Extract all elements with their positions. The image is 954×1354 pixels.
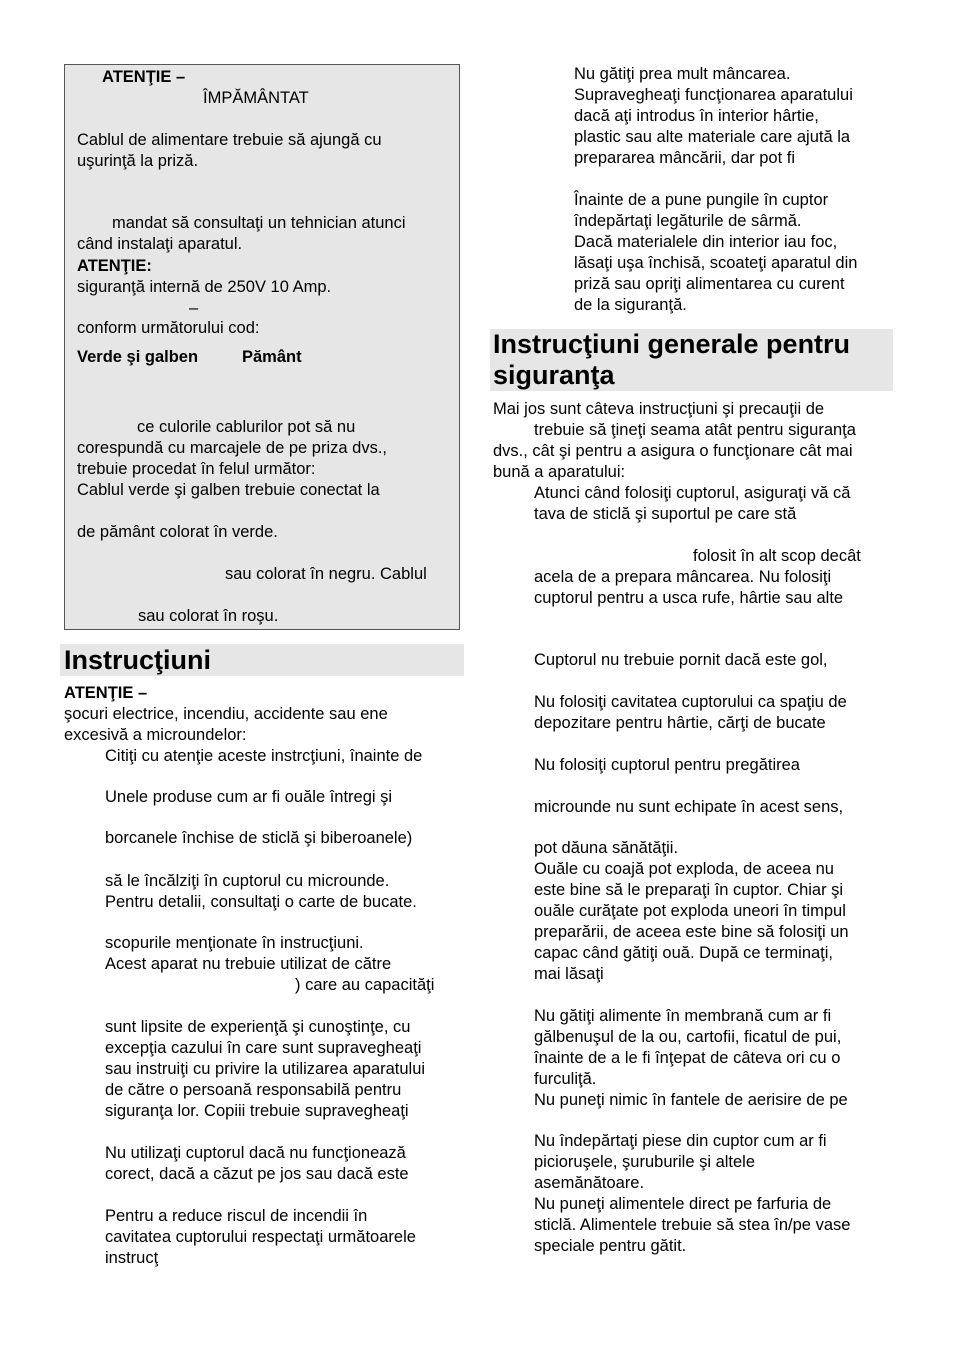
text-line: Nu folosiţi cavitatea cuptorului ca spaţiu de	[534, 693, 847, 711]
text-line: bună a aparatului:	[493, 463, 626, 481]
text-line: Supravegheaţi funcţionarea aparatului	[574, 86, 853, 104]
text-line: capac când gătiţi ouă. După ce terminaţi,	[534, 944, 834, 962]
text-line: uşurinţă la priză.	[77, 152, 199, 170]
text-line: Nu gătiţi prea mult mâncarea.	[574, 65, 791, 83]
text-line: sau instruiţi cu privire la utilizarea aparatului	[105, 1060, 426, 1078]
text-line: trebuie să ţineţi seama atât pentru siguranţa	[534, 421, 856, 439]
text-line: Nu puneţi alimentele direct pe farfuria de	[534, 1195, 832, 1213]
text-line: să le încălziţi în cuptorul cu microunde.	[105, 872, 390, 890]
text-line: ouăle curăţate pot exploda uneori în timpul	[534, 902, 846, 920]
text-line: sunt lipsite de experienţă şi cunoştinţe, cu	[105, 1018, 411, 1036]
text-line: Atunci când folosiţi cuptorul, asiguraţi vă că	[534, 484, 851, 502]
text-line: Pentru detalii, consultaţi o carte de bucate.	[105, 893, 417, 911]
text-line: mandat să consultaţi un tehnician atunci	[112, 214, 406, 232]
text-line: cuptorul pentru a usca rufe, hârtie sau alte	[534, 589, 844, 607]
text-line: sau colorat în roşu.	[138, 607, 279, 625]
text-line: instrucţ	[105, 1249, 159, 1267]
text-line: priză sau opriţi alimentarea cu curent	[574, 275, 845, 293]
text-line: Dacă materialele din interior iau foc,	[574, 233, 838, 251]
text-line: Ouăle cu coajă pot exploda, de aceea nu	[534, 860, 834, 878]
text-line: microunde nu sunt echipate în acest sens,	[534, 798, 844, 816]
text-line: mai lăsaţi	[534, 965, 604, 983]
text-line: gălbenuşul de la ou, cartofii, ficatul de pui,	[534, 1028, 842, 1046]
text-line: excesivă a microundelor:	[64, 726, 247, 744]
text-line: Cablul verde şi galben trebuie conectat la	[77, 481, 380, 499]
text-line: Nu utilizaţi cuptorul dacă nu funcţionează	[105, 1144, 406, 1162]
safety-heading-line-1: Instrucţiuni generale pentru	[493, 329, 851, 359]
text-line: de către o persoană responsabilă pentru	[105, 1081, 402, 1099]
text-line: asemănătoare.	[534, 1174, 645, 1192]
text-line: cavitatea cuptorului respectaţi următoarele	[105, 1228, 416, 1246]
text-line: ATENŢIE –	[102, 68, 186, 86]
text-line: este bine să le preparaţi în cuptor. Chiar şi	[534, 881, 844, 899]
text-line: când instalaţi aparatul.	[77, 235, 243, 253]
safety-heading-line-2: siguranţa	[493, 360, 615, 390]
text-line: dacă aţi introdus în interior hârtie,	[574, 107, 819, 125]
text-line: de la siguranţă.	[574, 296, 687, 314]
text-line: sau colorat în negru. Cablul	[225, 565, 427, 583]
text-line: Unele produse cum ar fi ouăle întregi şi	[105, 788, 393, 806]
text-line: siguranţa lor. Copiii trebuie supravegheaţi	[105, 1102, 409, 1120]
text-line: înainte de a le fi înţepat de câteva ori cu o	[534, 1049, 841, 1067]
text-line: tava de sticlă şi suportul pe care stă	[534, 505, 797, 523]
text-line: Nu puneţi nimic în fantele de aerisire de pe	[534, 1091, 848, 1109]
text-line: lăsaţi uşa închisă, scoateţi aparatul din	[574, 254, 858, 272]
text-line: îndepărtaţi legăturile de sârmă.	[574, 212, 802, 230]
text-line: –	[189, 299, 199, 317]
text-line: ) care au capacităţi	[295, 976, 435, 994]
text-line: Nu gătiţi alimente în membrană cum ar fi	[534, 1007, 832, 1025]
text-line: Înainte de a pune pungile în cuptor	[574, 191, 829, 209]
text-line: Verde şi galben	[77, 348, 199, 366]
text-line: de pământ colorat în verde.	[77, 523, 278, 541]
text-line: Pentru a reduce riscul de incendii în	[105, 1207, 368, 1225]
instructions-heading: Instrucţiuni	[64, 645, 211, 675]
text-line: Mai jos sunt câteva instrucţiuni şi precauţii de	[493, 400, 825, 418]
text-line: sticlă. Alimentele trebuie să stea în/pe vase	[534, 1216, 851, 1234]
text-line: speciale pentru gătit.	[534, 1237, 687, 1255]
text-line: Citiţi cu atenţie aceste instrcţiuni, înainte de	[105, 747, 423, 765]
text-line: ce culorile cablurilor pot să nu	[137, 418, 356, 436]
text-line: dvs., cât şi pentru a asigura o funcţionare cât mai	[493, 442, 853, 460]
text-line: ÎMPĂMÂNTAT	[203, 89, 309, 107]
text-line: Cuptorul nu trebuie pornit dacă este gol,	[534, 651, 828, 669]
text-line: corect, dacă a căzut pe jos sau dacă este	[105, 1165, 409, 1183]
text-line: prepararea mâncării, dar pot fi	[574, 149, 796, 167]
text-line: preparării, de aceea este bine să folosiţi un	[534, 923, 849, 941]
text-line: borcanele închise de sticlă şi biberoanele)	[105, 829, 413, 847]
text-line: şocuri electrice, incendiu, accidente sau ene	[64, 705, 388, 723]
text-line: corespundă cu marcajele de pe priza dvs.,	[77, 439, 388, 457]
text-line: ATENŢIE –	[64, 684, 148, 702]
text-line: depozitare pentru hârtie, cărţi de bucate	[534, 714, 826, 732]
text-line: Nu folosiţi cuptorul pentru pregătirea	[534, 756, 800, 774]
text-line: ATENŢIE:	[77, 257, 152, 275]
text-line: plastic sau alte materiale care ajută la	[574, 128, 851, 146]
text-line: scopurile menţionate în instrucţiuni.	[105, 934, 364, 952]
text-line: picioruşele, şuruburile şi altele	[534, 1153, 756, 1171]
text-line: siguranţă internă de 250V 10 Amp.	[77, 278, 332, 296]
text-line: pot dăuna sănătăţii.	[534, 839, 679, 857]
text-line: folosit în alt scop decât	[693, 547, 861, 565]
text-line: furculiţă.	[534, 1070, 597, 1088]
text-line: conform următorului cod:	[77, 319, 260, 337]
text-line: acela de a prepara mâncarea. Nu folosiţi	[534, 568, 832, 586]
text-line: Cablul de alimentare trebuie să ajungă cu	[77, 131, 382, 149]
text-line: Pământ	[242, 348, 302, 366]
text-line: excepţia cazului în care sunt supravegheaţi	[105, 1039, 422, 1057]
text-line: trebuie procedat în felul următor:	[77, 460, 316, 478]
text-line: Acest aparat nu trebuie utilizat de către	[105, 955, 392, 973]
text-line: Nu îndepărtaţi piese din cuptor cum ar fi	[534, 1132, 827, 1150]
